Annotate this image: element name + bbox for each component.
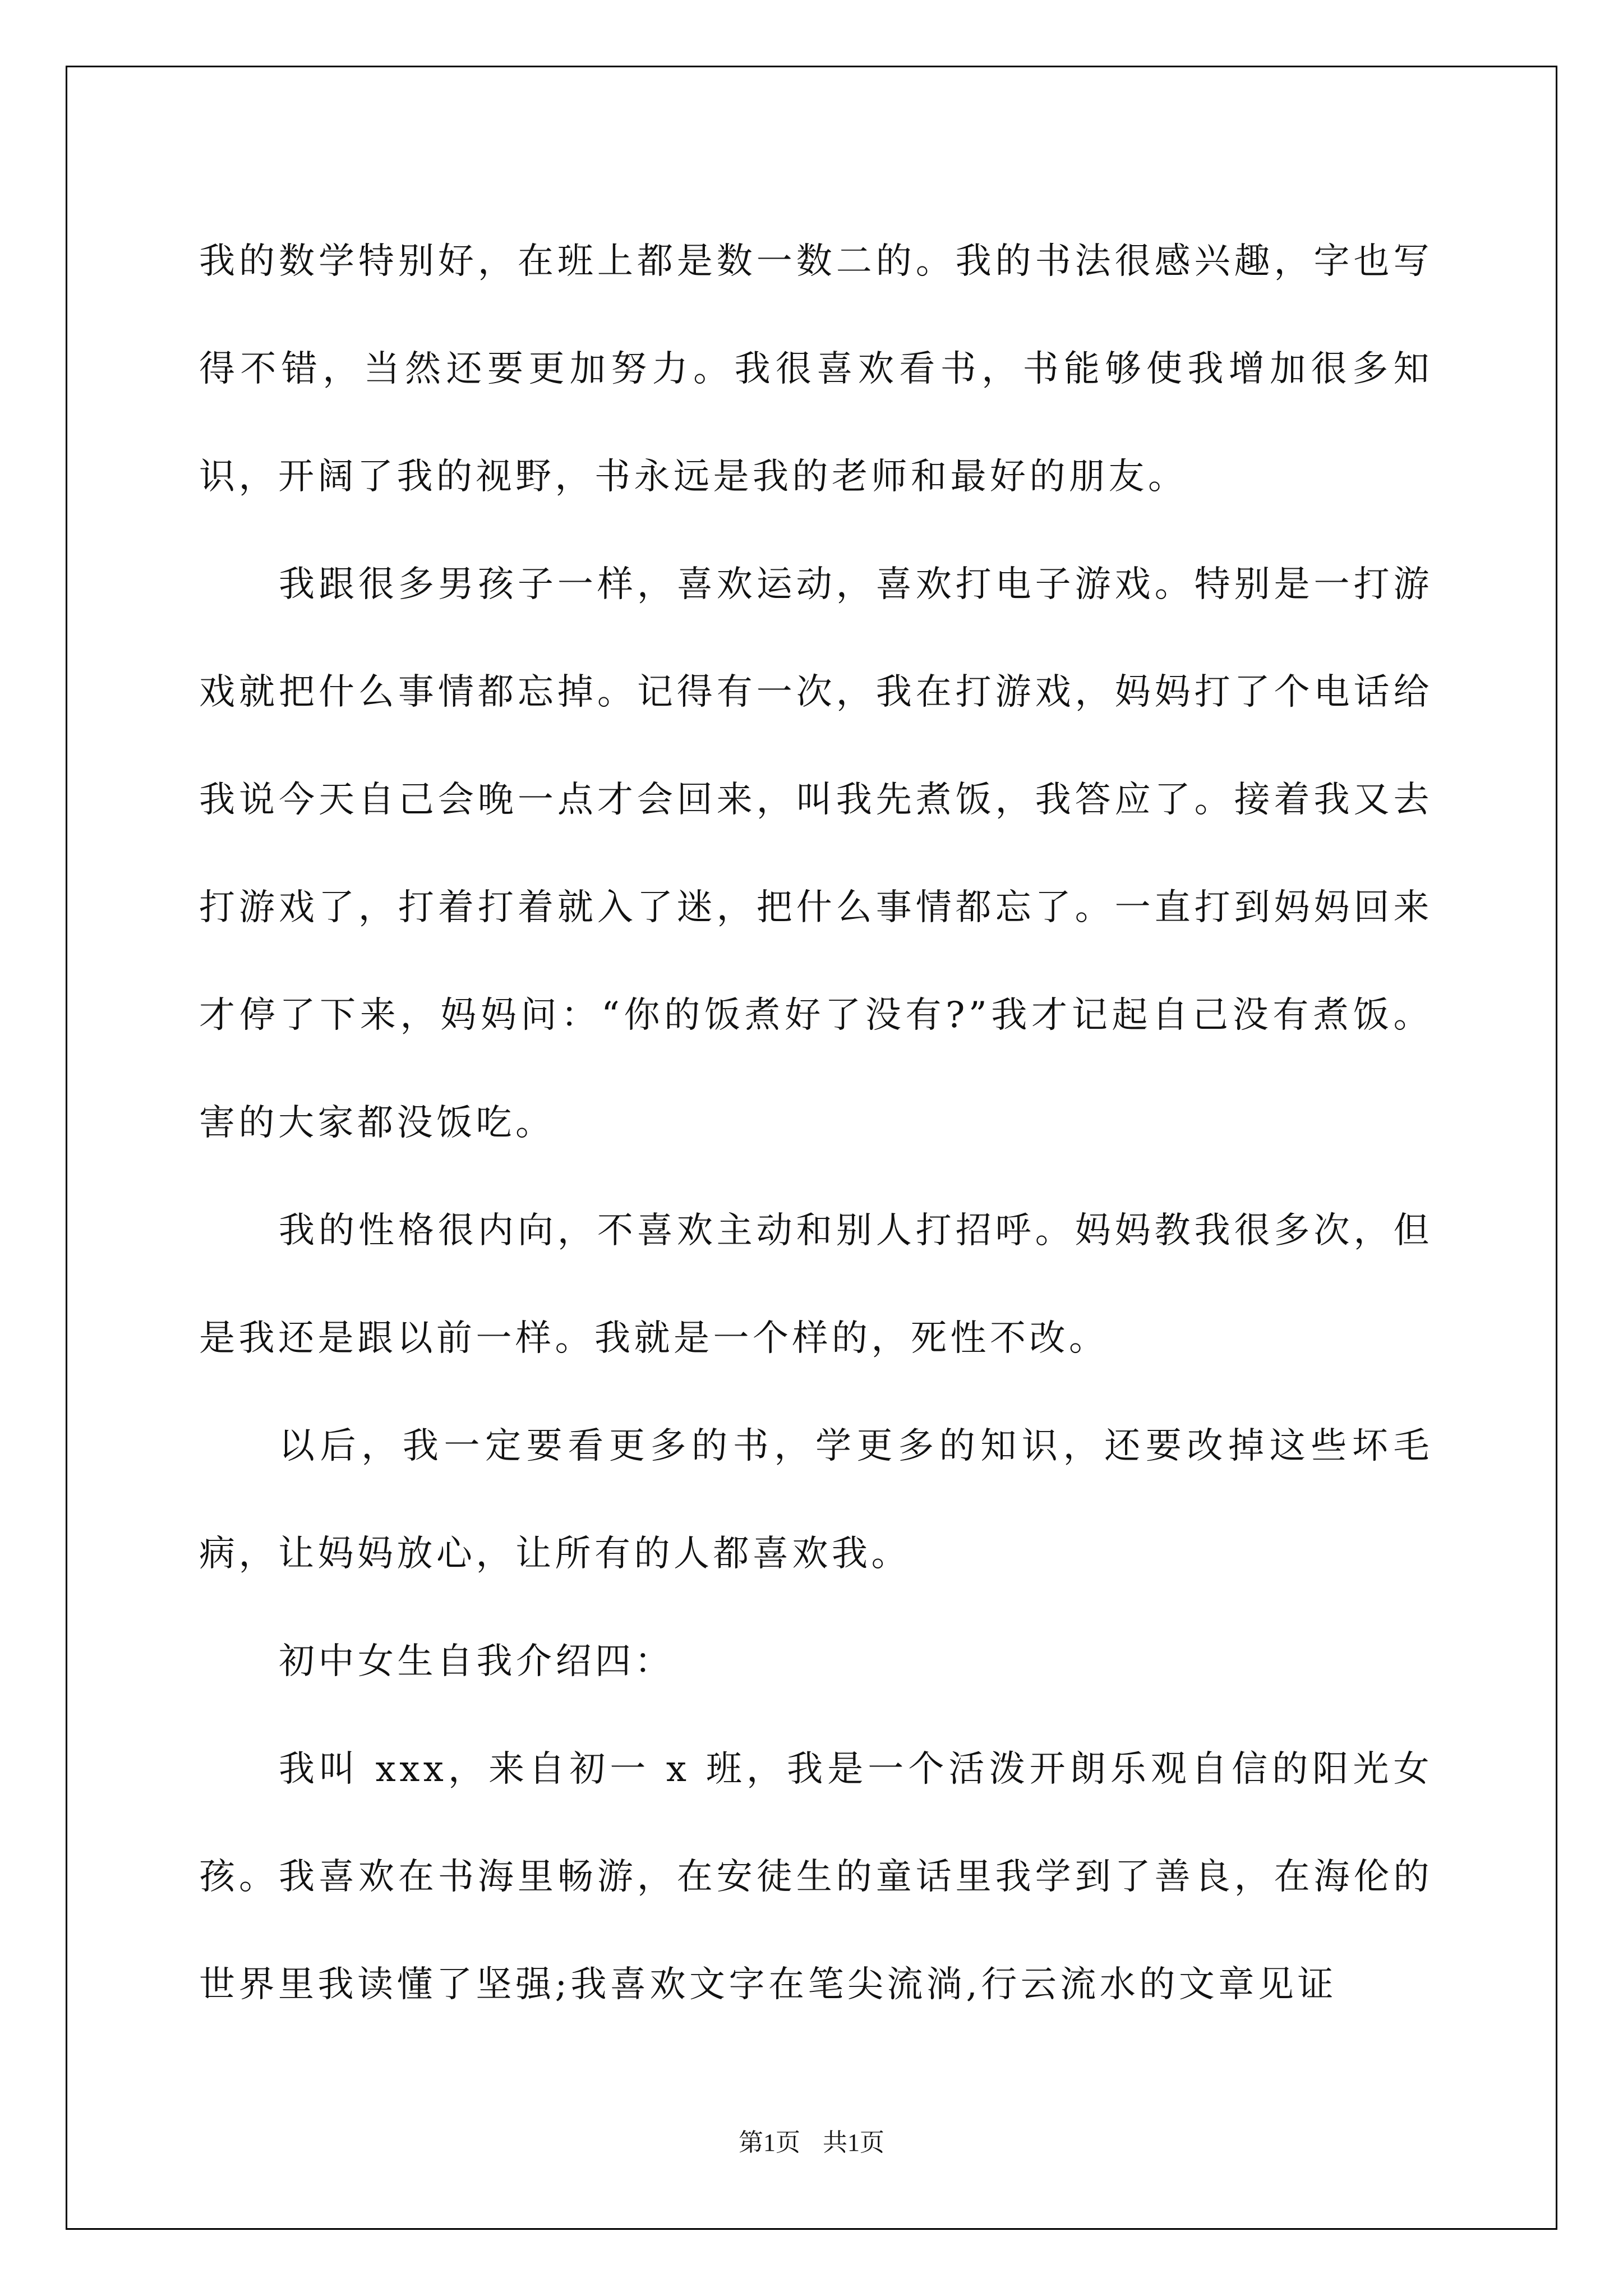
paragraph: 我的数学特别好，在班上都是数一数二的。我的书法很感兴趣，字也写得不错，当然还要更加努力。我很喜欢看书，书能够使我增加很多知识，开阔了我的视野，书永远是我的老师和最好的朋友。 bbox=[199, 241, 1433, 498]
document-body bbox=[199, 208, 1433, 2039]
paragraph: 我的性格很内向，不喜欢主动和别人打招呼。妈妈教我很多次，但是我还是跟以前一样。我就是一个样的，死性不改。 bbox=[199, 1210, 1433, 1359]
page-footer bbox=[0, 2126, 1623, 2160]
paragraph: 以后，我一定要看更多的书，学更多的知识，还要改掉这些坏毛病，让妈妈放心，让所有的人都喜欢我。 bbox=[199, 1425, 1433, 1575]
paragraph: 我跟很多男孩子一样，喜欢运动，喜欢打电子游戏。特别是一打游戏就把什么事情都忘掉。记得有一次，我在打游戏，妈妈打了个电话给我说今天自己会晚一点才会回来，叫我先煮饭，我答应了。接着我又去打游戏了，打着打着就入了迷，把什么事情都忘了。一直打到妈妈回来才停了下来，妈妈问：“你的饭煮好了没有?”我才记起自己没有煮饭。害的大家都没饭吃。 bbox=[199, 564, 1433, 1144]
section-heading: 初中女生自我介绍四： bbox=[279, 1641, 674, 1682]
paragraph: 我叫 xxx，来自初一 x 班，我是一个活泼开朗乐观自信的阳光女孩。我喜欢在书海里畅游，在安徒生的童话里我学到了善良，在海伦的世界里我读懂了坚强;我喜欢文字在笔尖流淌,行云流水的文章见证 bbox=[199, 1749, 1433, 2005]
page-number: 第1页 bbox=[739, 2129, 800, 2156]
page-count: 共1页 bbox=[823, 2129, 884, 2156]
